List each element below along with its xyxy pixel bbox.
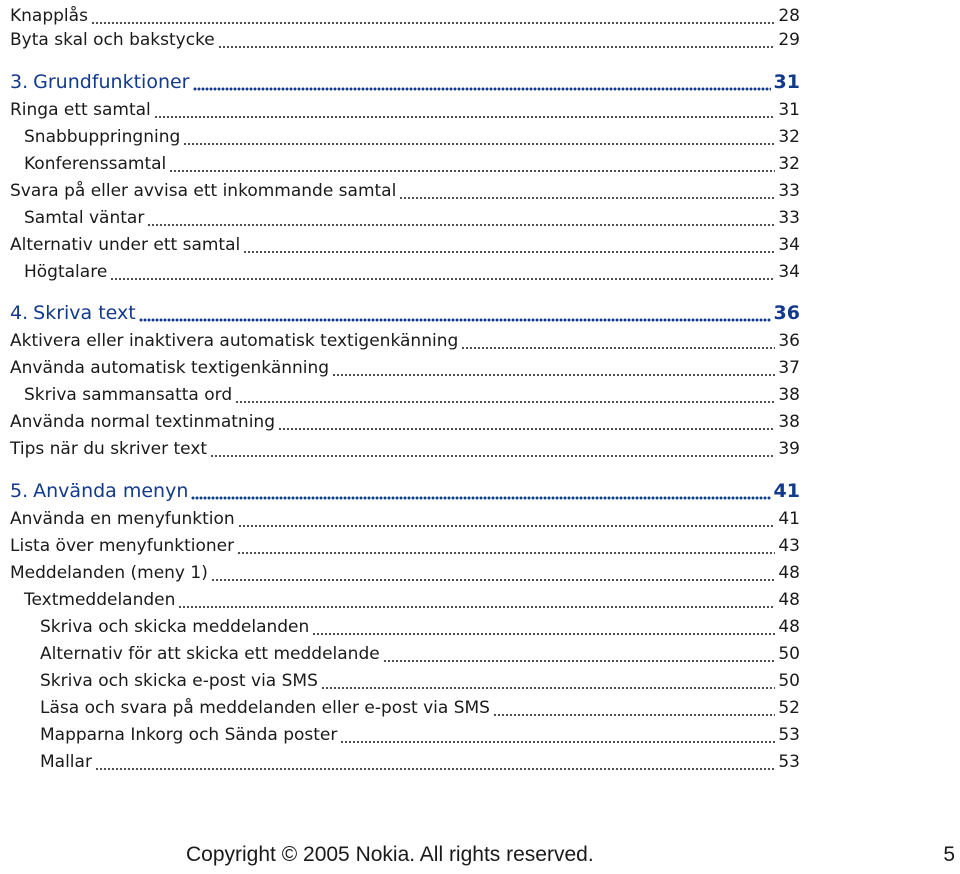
toc-entry[interactable]: [10, 0, 800, 26]
dot-leader: [169, 154, 775, 174]
toc-entry[interactable]: [10, 229, 800, 255]
toc-entry[interactable]: [10, 121, 800, 147]
toc-chapter-entry[interactable]: [10, 66, 800, 92]
toc-entry-title: Alternativ under ett samtal: [10, 235, 241, 255]
toc-entry[interactable]: [10, 256, 800, 282]
dot-leader: [178, 590, 775, 610]
toc-entry-title: Använda en menyfunktion: [10, 509, 235, 529]
toc-entry-title: Skriva och skicka meddelanden: [40, 617, 310, 637]
toc-entry-title: [10, 481, 190, 501]
page-number: 5: [943, 843, 955, 866]
toc-entry-title: Konferenssamtal: [24, 154, 167, 174]
dot-leader: [312, 617, 775, 637]
toc-page-number: 50: [778, 644, 800, 664]
dot-leader: [237, 536, 775, 556]
dot-leader: [211, 563, 776, 583]
dot-leader: [238, 509, 776, 529]
dot-leader: [110, 262, 775, 282]
toc-entry[interactable]: [10, 148, 800, 174]
chapter-number: 4.: [10, 302, 29, 324]
dot-leader: [493, 698, 775, 718]
toc-entry-title: Lista över menyfunktioner: [10, 536, 235, 556]
toc-entry-title: Knapplås: [10, 6, 88, 26]
toc-entry-title: Mallar: [40, 752, 92, 772]
toc-page-number: 41: [773, 480, 800, 502]
toc-entry-title: Skriva sammansatta ord: [24, 385, 233, 405]
toc-entry-title: Läsa och svara på meddelanden eller e-post via SMS: [40, 698, 490, 718]
toc-entry-title: Använda normal textinmatning: [10, 412, 275, 432]
toc-page-number: 31: [778, 100, 800, 120]
dot-leader: [218, 30, 776, 50]
toc-page-number: 31: [773, 71, 800, 93]
chapter-title: Grundfunktioner: [33, 71, 190, 93]
toc-page-number: 29: [778, 30, 800, 50]
toc-page-number: 33: [778, 208, 800, 228]
toc-entry-title: Textmeddelanden: [24, 590, 176, 610]
toc-page-number: 39: [778, 439, 800, 459]
toc-page-number: 34: [778, 262, 800, 282]
dot-leader: [383, 644, 776, 664]
toc-entry-title: Tips när du skriver text: [10, 439, 208, 459]
toc-entry[interactable]: [10, 665, 800, 691]
toc-entry-title: [10, 303, 138, 323]
dot-leader: [399, 181, 775, 201]
toc-page-number: 32: [778, 154, 800, 174]
toc-page-number: 28: [778, 6, 800, 26]
dot-leader: [321, 671, 775, 691]
toc-page-number: 38: [778, 385, 800, 405]
dot-leader: [147, 208, 775, 228]
toc-entry[interactable]: [10, 584, 800, 610]
toc-entry[interactable]: [10, 557, 800, 583]
dot-leader: [243, 235, 775, 255]
dot-leader: [210, 439, 775, 459]
toc-entry-title: Högtalare: [24, 262, 108, 282]
toc-entry-title: Byta skal och bakstycke: [10, 30, 215, 50]
chapter-number: 5.: [10, 480, 29, 502]
toc-page-number: 52: [778, 698, 800, 718]
toc-page-number: 38: [778, 412, 800, 432]
toc-page-number: 50: [778, 671, 800, 691]
toc-entry[interactable]: [10, 379, 800, 405]
toc-page-number: 36: [773, 302, 800, 324]
toc-entry[interactable]: [10, 24, 800, 50]
toc-entry-title: Mapparna Inkorg och Sända poster: [40, 725, 338, 745]
toc-entry-title: Meddelanden (meny 1): [10, 563, 208, 583]
toc-entry-title: Skriva och skicka e-post via SMS: [40, 671, 318, 691]
dot-leader: [235, 385, 775, 405]
dot-leader: [332, 358, 775, 378]
toc-page-number: 48: [778, 563, 800, 583]
dot-leader: [183, 127, 775, 147]
toc-entry-title: Ringa ett samtal: [10, 100, 151, 120]
toc-page-number: 43: [778, 536, 800, 556]
toc-entry[interactable]: [10, 746, 800, 772]
toc-entry-title: Använda automatisk textigenkänning: [10, 358, 330, 378]
toc-entry-title: Aktivera eller inaktivera automatisk textigenkänning: [10, 331, 459, 351]
toc-chapter-entry[interactable]: [10, 297, 800, 323]
toc-entry[interactable]: [10, 202, 800, 228]
page-footer: [0, 843, 960, 873]
toc-page-number: 34: [778, 235, 800, 255]
toc-entry-title: [10, 72, 192, 92]
dot-leader: [91, 6, 775, 26]
toc-entry-title: Snabbuppringning: [24, 127, 181, 147]
dot-leader: [278, 412, 775, 432]
dot-leader: [95, 752, 775, 772]
chapter-title: Använda menyn: [33, 480, 189, 502]
toc-page-number: 37: [778, 358, 800, 378]
toc-entry[interactable]: [10, 352, 800, 378]
chapter-number: 3.: [10, 71, 29, 93]
dot-leader: [154, 100, 776, 120]
toc-entry[interactable]: [10, 638, 800, 664]
toc-page-number: 53: [778, 752, 800, 772]
toc-entry[interactable]: [10, 611, 800, 637]
dot-leader: [139, 303, 771, 323]
toc-entry[interactable]: [10, 692, 800, 718]
toc-entry[interactable]: [10, 406, 800, 432]
toc-entry[interactable]: [10, 175, 800, 201]
dot-leader: [461, 331, 775, 351]
toc-chapter-entry[interactable]: [10, 475, 800, 501]
toc-page-number: 48: [778, 590, 800, 610]
toc-entry[interactable]: [10, 503, 800, 529]
toc-entry-title: Samtal väntar: [24, 208, 145, 228]
toc-entry[interactable]: [10, 433, 800, 459]
toc-entry-title: Alternativ för att skicka ett meddelande: [40, 644, 380, 664]
copyright-notice: Copyright © 2005 Nokia. All rights reserved.: [186, 843, 594, 866]
toc-page-number: 36: [778, 331, 800, 351]
toc-page-number: 48: [778, 617, 800, 637]
toc-entry[interactable]: [10, 719, 800, 745]
dot-leader: [340, 725, 775, 745]
toc-page-number: 33: [778, 181, 800, 201]
toc-entry[interactable]: [10, 94, 800, 120]
toc-page-number: 32: [778, 127, 800, 147]
toc-entry-title: Svara på eller avvisa ett inkommande samtal: [10, 181, 397, 201]
dot-leader: [191, 481, 770, 501]
chapter-title: Skriva text: [33, 302, 136, 324]
toc-entry[interactable]: [10, 325, 800, 351]
toc-page-number: 41: [778, 509, 800, 529]
toc-page-number: 53: [778, 725, 800, 745]
dot-leader: [193, 72, 771, 92]
toc-entry[interactable]: [10, 530, 800, 556]
